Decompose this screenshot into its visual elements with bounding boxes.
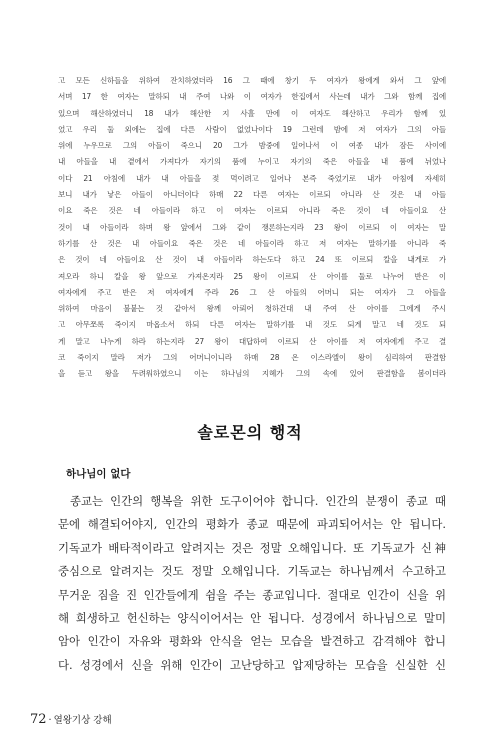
scripture-line: 여자에게 주고 반은 저 여자에게 주라 26 그 산 아들의 어머니 되는 여자가 그 아들을 bbox=[58, 287, 446, 297]
scripture-line: 코 죽이지 말라 저가 그의 어머니이니라 하매 28 온 이스라엘이 왕이 심리하여 판결함 bbox=[58, 353, 446, 363]
page-footer bbox=[30, 712, 112, 727]
scripture-line: 이다 21 아침에 내가 내 아들을 젖 먹이려고 일어나 본즉 죽었기로 내가 아침에 자세히 bbox=[58, 173, 446, 183]
scripture-line: 고 모든 신하들을 위하여 잔치하였더라 16 그 때에 창기 두 여자가 왕에게 와서 그 앞에 bbox=[58, 76, 446, 85]
body-line: 해 희생하고 헌신하는 양식이어서는 안 됩니다. 성경에서 하나님으로 말미 bbox=[58, 611, 446, 626]
body-text bbox=[58, 490, 446, 677]
scripture-line: 을 듣고 왕을 두려워하였으니 이는 하나님의 지혜가 그의 속에 있어 판결함을 봄이더라 bbox=[58, 369, 446, 379]
body-line: 무거운 짐을 진 인간들에게 쉼을 주는 종교입니다. 절대로 인간이 신을 위 bbox=[58, 587, 446, 602]
scripture-line: 었고 우리 둘 외에는 집에 다른 사람이 없었나이다 19 그런데 밤에 저 여자가 그의 아들 bbox=[58, 124, 446, 134]
body-line: 기독교가 배타적이라고 알려지는 것은 정말 오해입니다. 또 기독교가 신神 bbox=[58, 540, 446, 555]
body-line: 암아 인간이 자유와 평화와 안식을 얻는 모습을 발견하고 감격해야 합니 bbox=[58, 634, 446, 649]
scripture-line: 위하여 마음이 불붙는 것 같아서 왕께 아뢰어 청하건대 내 주여 산 아이를 그에게 주시 bbox=[58, 304, 446, 314]
scripture-line: 은 것이 네 아들이요 산 것이 내 아들이라 하는도다 하고 24 또 이르되 칼을 내게로 가 bbox=[58, 255, 446, 265]
scripture-line: 게 말고 나누게 하라 하는지라 27 왕이 대답하여 이르되 산 아이를 저 여자에게 주고 결 bbox=[58, 336, 446, 346]
scripture-line: 져오라 하니 칼을 왕 앞으로 가져온지라 25 왕이 이르되 산 아이를 둘로 나누어 반은 이 bbox=[58, 271, 446, 281]
subheading: 하나님이 없다 bbox=[66, 468, 131, 480]
body-line: 종교는 인간의 행복을 위한 도구이어야 합니다. 인간의 분쟁이 종교 때 bbox=[70, 494, 446, 508]
body-line: 문에 해결되어야지, 인간의 평화가 종교 때문에 파괴되어서는 안 됩니다. bbox=[58, 517, 446, 532]
scripture-line: 이요 죽은 것은 네 아들이라 하고 이 여자는 이르되 아니라 죽은 것이 네 아들이요 산 bbox=[58, 206, 446, 216]
section-title: 솔로몬의 행적 bbox=[197, 423, 303, 442]
scripture-line: 내 아들을 내 곁에서 가져다가 자기의 품에 누이고 자기의 죽은 아들을 내 품에 뉘었나 bbox=[58, 157, 446, 167]
page-number: 72 bbox=[30, 712, 47, 727]
scripture-line: 보니 내가 낳은 아들이 아니더이다 하매 22 다른 여자는 이르되 아니라 산 것은 내 아들 bbox=[58, 190, 446, 200]
scripture-line: 있으며 해산하였더니 18 내가 해산한 지 사흘 만에 이 여자도 해산하고 우리가 함께 있 bbox=[58, 108, 446, 118]
scripture-line: 서며 17 한 여자는 말하되 내 주여 나와 이 여자가 한집에서 사는데 내가 그와 함께 집에 bbox=[58, 92, 446, 102]
body-line: 다. 성경에서 신을 위해 인간이 고난당하고 압제당하는 모습을 신실한 신 bbox=[58, 657, 446, 672]
book-title: 열왕기상 강해 bbox=[53, 715, 112, 726]
scripture-line: 하기를 산 것은 내 아들이요 죽은 것은 네 아들이라 하고 저 여자는 말하기를 아니라 죽 bbox=[58, 238, 446, 248]
scripture-passage bbox=[58, 73, 446, 383]
scripture-line: 것이 내 아들이라 하며 왕 앞에서 그와 같이 쟁론하는지라 23 왕이 이르되 이 여자는 말 bbox=[58, 222, 446, 232]
body-line: 중심으로 알려지는 것도 정말 오해입니다. 기독교는 하나님께서 수고하고 bbox=[58, 564, 446, 579]
scripture-line: 고 아무쪼록 죽이지 마옵소서 하되 다른 여자는 말하기를 내 것도 되게 말고 네 것도 되 bbox=[58, 320, 446, 330]
scripture-line: 위에 누우므로 그의 아들이 죽으니 20 그가 밤중에 일어나서 이 여종 내가 잠든 사이에 bbox=[58, 141, 446, 151]
footer-separator: · bbox=[48, 715, 52, 726]
